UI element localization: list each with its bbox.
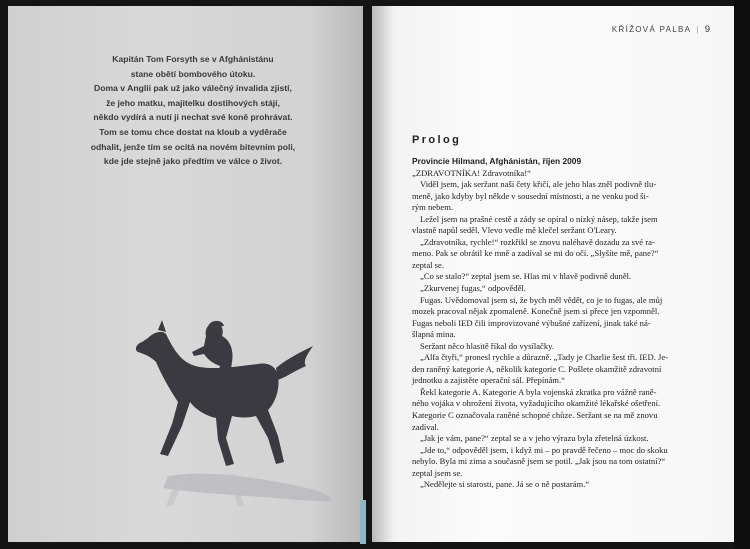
text-line: zadíval. — [412, 421, 439, 432]
back-blurb — [48, 52, 338, 169]
text-line: zeptal se. — [412, 259, 444, 270]
blurb-line: stane obětí bombového útoku. — [130, 68, 256, 79]
text-line: „Co se stalo?“ zeptal jsem se. Hlas mi v hlavě podivně duněl. — [420, 271, 632, 282]
left-page — [8, 6, 363, 542]
text-line: mozek pracoval nějak zpomaleně. Konečně jsem si přece jen vzpomněl. — [412, 306, 660, 317]
body-text — [412, 156, 712, 491]
horse-ear — [158, 320, 166, 332]
text-line: zeptal jsem se. — [412, 467, 463, 478]
text-line: rým nebem. — [412, 202, 454, 213]
text-line: vlastně napůl seděl. Vlevo vedle mě klečel seržant O'Leary. — [412, 225, 617, 236]
text-line: „Nedělejte si starosti, pane. Já se o ně postarám.“ — [420, 479, 590, 490]
blurb-line: Doma v Anglii pak už jako válečný invalida zjistí, — [94, 83, 292, 94]
text-line: Viděl jsem, jak seržant naší čety křičí, ale jeho hlas zněl podivně tlu- — [420, 179, 657, 190]
text-line: „Zkurvenej fugas,“ odpověděl. — [420, 283, 526, 294]
running-head — [612, 24, 710, 35]
paragraph-lines — [412, 168, 712, 491]
blurb-line: že jeho matku, majitelku dostihových stájí, — [106, 97, 280, 108]
text-line: Fugas neboli IED čili improvizované výbušné zařízení, jinak také ná- — [412, 317, 651, 328]
text-line: „Zdravotníka, rychle!“ rozkřikl se znovu naléhavě dozadu za své ra- — [420, 236, 655, 247]
page-edge-tint — [360, 500, 366, 544]
running-head-title: KŘÍŽOVÁ PALBA — [611, 25, 692, 34]
text-line: „Jde to,“ odpověděl jsem, i když mi – po pravdě řečeno – moc do skoku — [420, 444, 668, 455]
text-line: Seržant něco hlasitě říkal do vysílačky. — [420, 340, 555, 351]
right-page — [372, 6, 734, 542]
blurb-line: někdo vydírá a nutí ji nechat své koně prohrávat. — [93, 112, 293, 123]
text-line: meno. Pak se obrátil ke mně a zadíval se mi do očí. „Slyšíte mě, pane?“ — [412, 248, 659, 259]
text-line: „Alfa čtyři,“ pronesl rychle a důrazně. „Tady je Charlie šest tři. IED. Je- — [420, 352, 669, 363]
chapter-title: Prolog — [412, 134, 462, 146]
text-line: „ZDRAVOTNÍKA! Zdravotníka!“ — [412, 167, 531, 178]
blurb-line: kde jde stejně jako předtím ve válce o život. — [103, 156, 283, 167]
text-line: Řekl kategorie A. Kategorie A byla vojenská zkratka pro vážně raně- — [420, 386, 657, 397]
text-line: ného vojáka v ohrožení života, vyžadujícího okamžité lékařské ošetření. — [412, 398, 661, 409]
text-line: Kategorie C označovala raněné schopné chůze. Seržant se na mě znovu — [412, 410, 658, 421]
text-line: nebylo. Byla mi zima a současně jsem se potil. „Jak jsou na tom ostatní?“ — [412, 456, 666, 467]
scan-border — [734, 0, 750, 549]
running-head-separator: | — [696, 25, 700, 34]
text-line: šlapná mina. — [412, 329, 456, 340]
blurb-line: Tom se tomu chce dostat na kloub a vyděrače — [99, 126, 287, 137]
text-line: „Jak je vám, pane?“ zeptal se a v jeho výrazu byla zřetelná úzkost. — [420, 433, 649, 444]
horse-tail — [276, 346, 313, 380]
text-line: den raněný kategorie A, několik kategorie C. Pošlete okamžitě zdravotní — [412, 363, 662, 374]
blurb-line: odhalit, jenže tím se ocitá na novém bitevním poli, — [90, 141, 296, 152]
blurb-line: Kapitán Tom Forsyth se v Afghánistánu — [112, 54, 274, 64]
text-line: Fugas. Uvědomoval jsem si, že bych měl vědět, co je to fugas, ale můj — [420, 294, 663, 305]
page-number: 9 — [704, 24, 710, 35]
horse-shadow — [163, 474, 333, 502]
text-line: meně, jako kdyby byl někde v sousední místnosti, a ne venku pod ši- — [412, 190, 649, 201]
text-line: Ležel jsem na prašné cestě a zády se opíral o nízký násep, takže jsem — [420, 213, 658, 224]
horse-rider-silhouette — [108, 306, 338, 516]
text-line: jednotku a zajistěte operační sál. Přepínám.“ — [412, 375, 565, 386]
section-subheading: Provincie Hilmand, Afghánistán, říjen 2009 — [412, 156, 582, 166]
